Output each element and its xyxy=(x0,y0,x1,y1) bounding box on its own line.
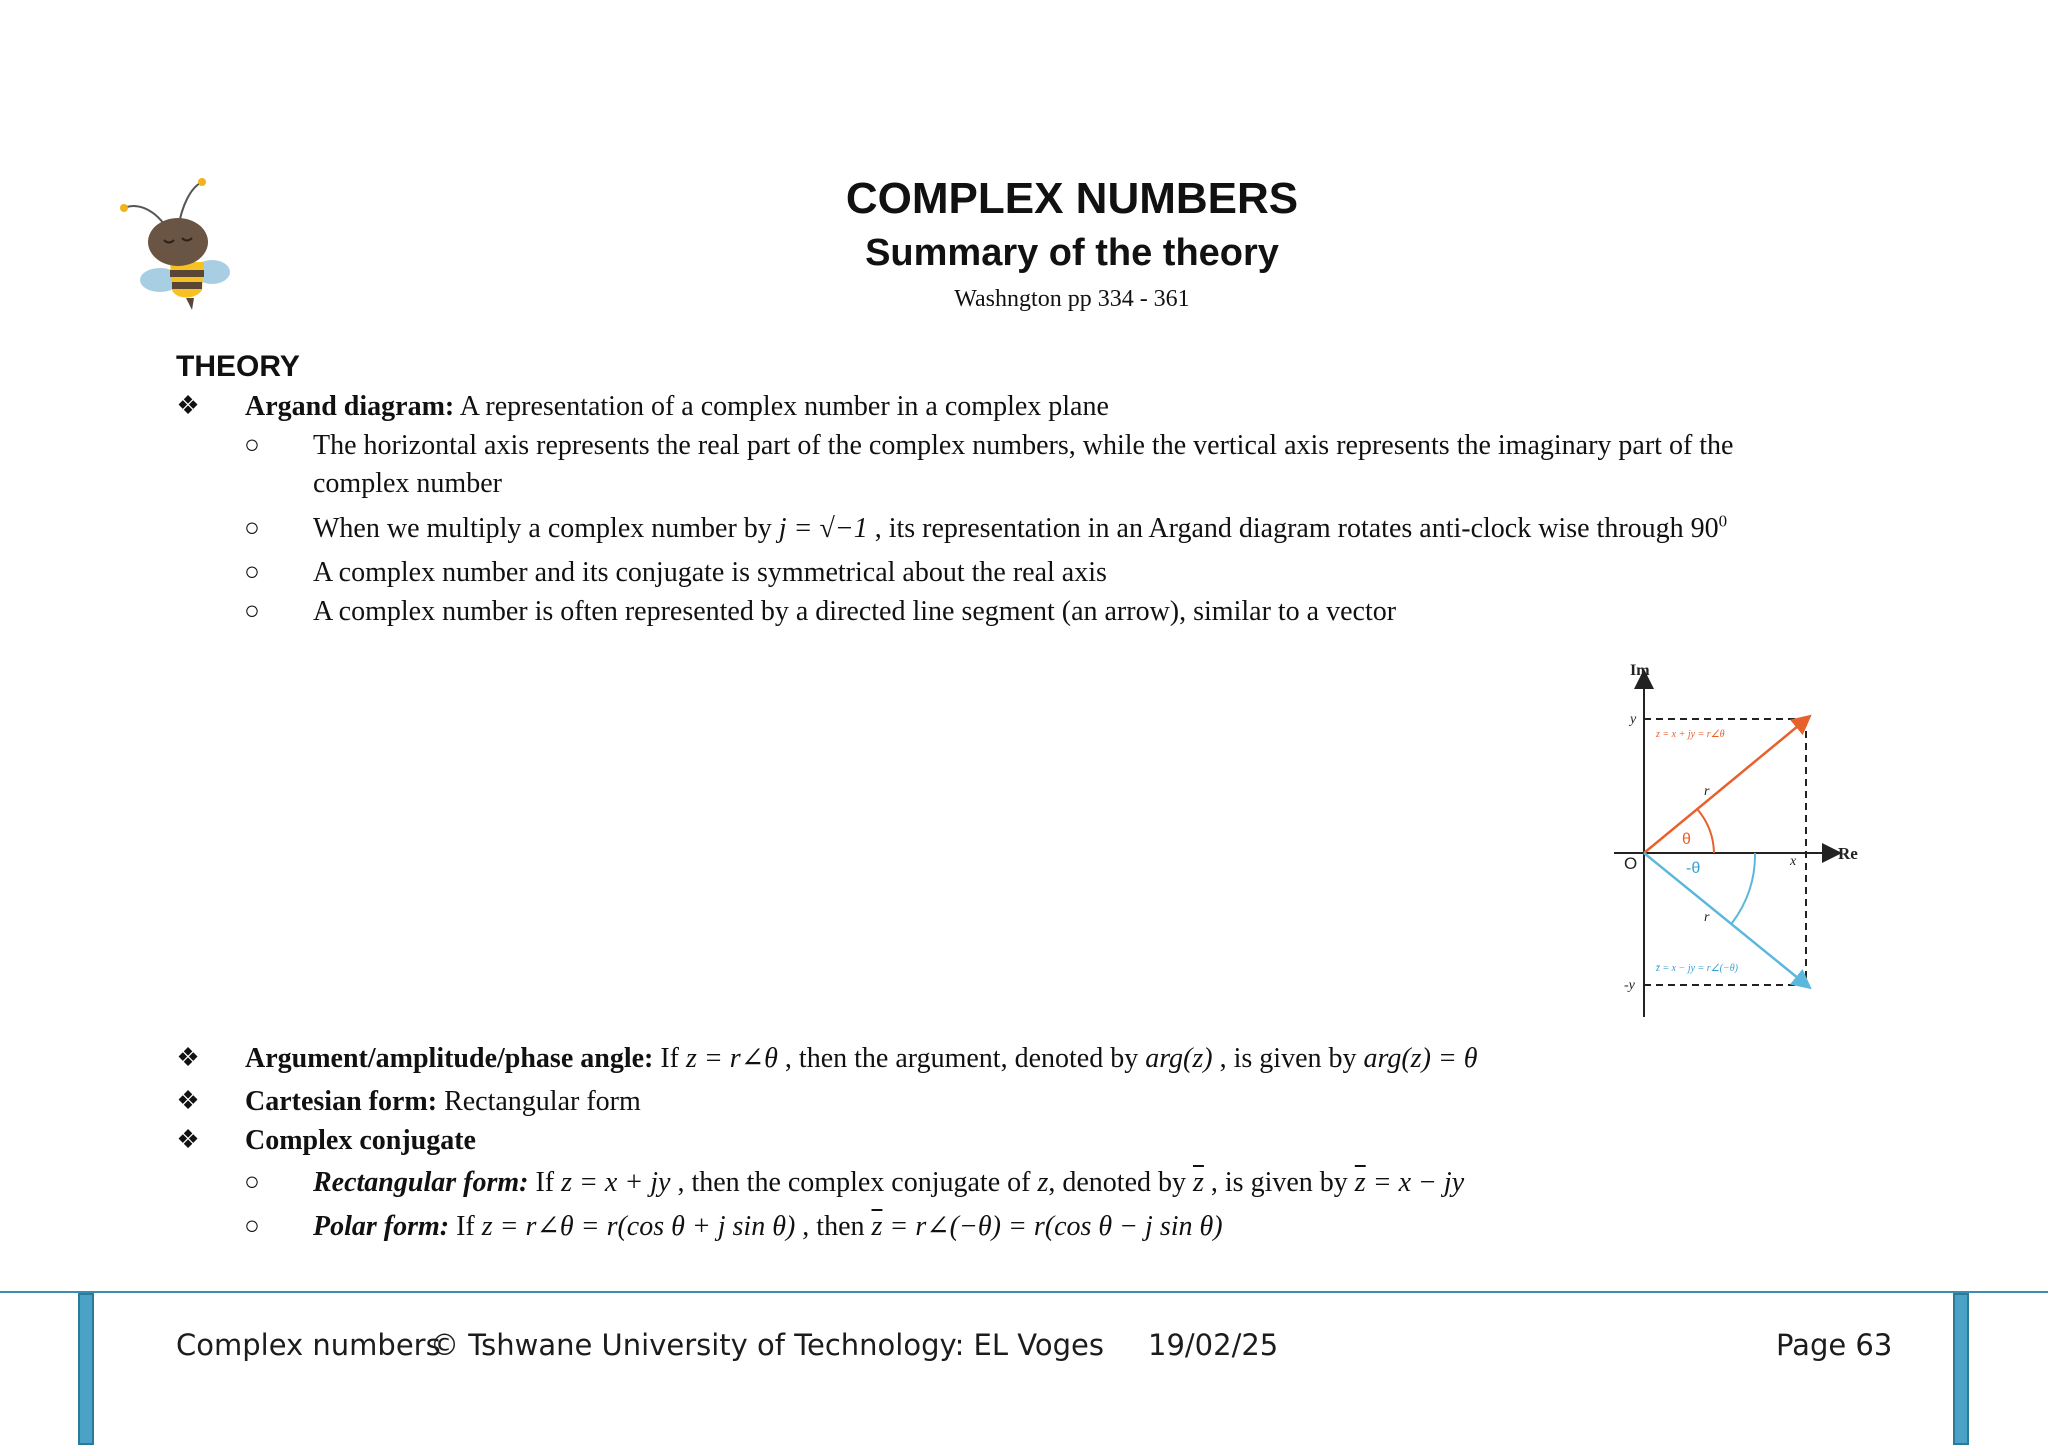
bullet-circle-icon: ○ xyxy=(244,1167,260,1196)
r-label-bottom: r xyxy=(1704,910,1710,925)
theta-label: θ xyxy=(1682,831,1691,848)
bullet-diamond-icon: ❖ xyxy=(176,1043,200,1072)
argand-sub1 xyxy=(313,427,1813,503)
polar-math-2b: = r∠(−θ) = r(cos θ − j sin θ) xyxy=(882,1211,1223,1242)
rect-z: z xyxy=(1037,1167,1049,1198)
bullet-diamond-icon: ❖ xyxy=(176,1125,200,1154)
neg-y-label: -y xyxy=(1624,978,1635,993)
argand-sub1-line1: The horizontal axis represents the real part of the complex numbers, while the vertical axis represents the imaginary part of the xyxy=(313,430,1734,461)
argand-text: A representation of a complex number in a complex plane xyxy=(454,391,1109,422)
polar-form-label: Polar form: xyxy=(313,1211,450,1242)
page-subtitle: Summary of the theory xyxy=(865,232,1279,274)
re-axis-label: Re xyxy=(1838,844,1858,863)
z-vector xyxy=(1644,721,1804,853)
argument-mid: , then the argument, denoted by xyxy=(777,1043,1146,1074)
argument-item xyxy=(245,1040,1478,1078)
r-label-top: r xyxy=(1704,784,1710,799)
polar-pre: If xyxy=(449,1211,482,1242)
argand-sub1-line2: complex number xyxy=(313,468,502,499)
footer-copyright: © Tshwane University of Technology: EL Voges xyxy=(430,1328,1104,1362)
bullet-circle-icon: ○ xyxy=(244,557,260,586)
conjugate-label: Complex conjugate xyxy=(245,1125,476,1156)
cartesian-item xyxy=(245,1083,641,1121)
y-label: y xyxy=(1630,712,1637,727)
argand-label: Argand diagram: xyxy=(245,391,455,422)
footer-divider xyxy=(0,1291,2048,1293)
cartesian-text: Rectangular form xyxy=(437,1086,641,1117)
argument-pre: If xyxy=(653,1043,687,1074)
conjugate-heading xyxy=(245,1122,476,1160)
theory-heading: THEORY xyxy=(176,350,300,383)
footer-page-number: Page 63 xyxy=(1776,1328,1893,1362)
rect-math-1: z = x + jy xyxy=(561,1167,671,1198)
zbar-equation-label: z̄ = x − jy = r∠(−θ) xyxy=(1656,963,1738,974)
argand-sub2-pre: When we multiply a complex number by xyxy=(313,513,779,544)
polar-math-2a: $\overline{z}$ xyxy=(871,1211,883,1242)
conjugate-rect xyxy=(313,1164,1464,1202)
argument-math-2: arg(z) xyxy=(1145,1043,1213,1074)
cartesian-label: Cartesian form: xyxy=(245,1086,438,1117)
z-equation-label: z = x + jy = r∠θ xyxy=(1656,729,1725,740)
rect-mid: , then the complex conjugate of xyxy=(670,1167,1038,1198)
rect-pre: If xyxy=(528,1167,562,1198)
rect-form-label: Rectangular form: xyxy=(313,1167,529,1198)
origin-label: O xyxy=(1624,854,1638,873)
footer-date: 19/02/25 xyxy=(1148,1328,1279,1362)
neg-theta-label: -θ xyxy=(1686,860,1701,877)
bullet-circle-icon: ○ xyxy=(244,430,260,459)
rect-math-3b: = x − jy xyxy=(1365,1167,1465,1198)
bullet-circle-icon: ○ xyxy=(244,513,260,542)
argand-sub2-math: j = √−1 xyxy=(778,513,868,544)
im-axis-label: Im xyxy=(1630,662,1650,679)
argand-sub2-post: , its representation in an Argand diagram rotates anti-clock wise through 90 xyxy=(867,513,1719,544)
footer-course: Complex numbers xyxy=(176,1328,441,1362)
reference-text: Washngton pp 334 - 361 xyxy=(954,286,1190,312)
polar-math-1: z = r∠θ = r(cos θ + j sin θ) xyxy=(481,1211,796,1242)
polar-mid: , then xyxy=(795,1211,872,1242)
argument-math-3: arg(z) = θ xyxy=(1363,1043,1478,1074)
argand-sub3: A complex number and its conjugate is symmetrical about the real axis xyxy=(313,557,1107,588)
argand-diagram xyxy=(1600,655,1880,1025)
rect-mid3: , is given by xyxy=(1203,1167,1355,1198)
rect-mid2: , denoted by xyxy=(1048,1167,1193,1198)
argand-sub2-sup: 0 xyxy=(1718,511,1728,531)
argand-sub2 xyxy=(313,510,1727,548)
footer-right-post xyxy=(1953,1293,1969,1445)
footer-left-post xyxy=(78,1293,94,1445)
argument-mid2: , is given by xyxy=(1212,1043,1364,1074)
bullet-circle-icon: ○ xyxy=(244,596,260,625)
argand-sub4: A complex number is often represented by a directed line segment (an arrow), similar to a vector xyxy=(313,596,1397,627)
x-label: x xyxy=(1790,854,1797,869)
rect-math-3a: $\overline{z}$ xyxy=(1354,1167,1366,1198)
bullet-diamond-icon: ❖ xyxy=(176,391,200,420)
conjugate-polar xyxy=(313,1208,1223,1246)
argument-label: Argument/amplitude/phase angle: xyxy=(245,1043,654,1074)
bullet-circle-icon: ○ xyxy=(244,1211,260,1240)
bullet-diamond-icon: ❖ xyxy=(176,1086,200,1115)
rect-math-2: $\overline{z}$ xyxy=(1193,1167,1204,1198)
argand-item xyxy=(245,388,1109,426)
argument-math-1: z = r∠θ xyxy=(686,1043,778,1074)
page-title: COMPLEX NUMBERS xyxy=(845,174,1299,223)
